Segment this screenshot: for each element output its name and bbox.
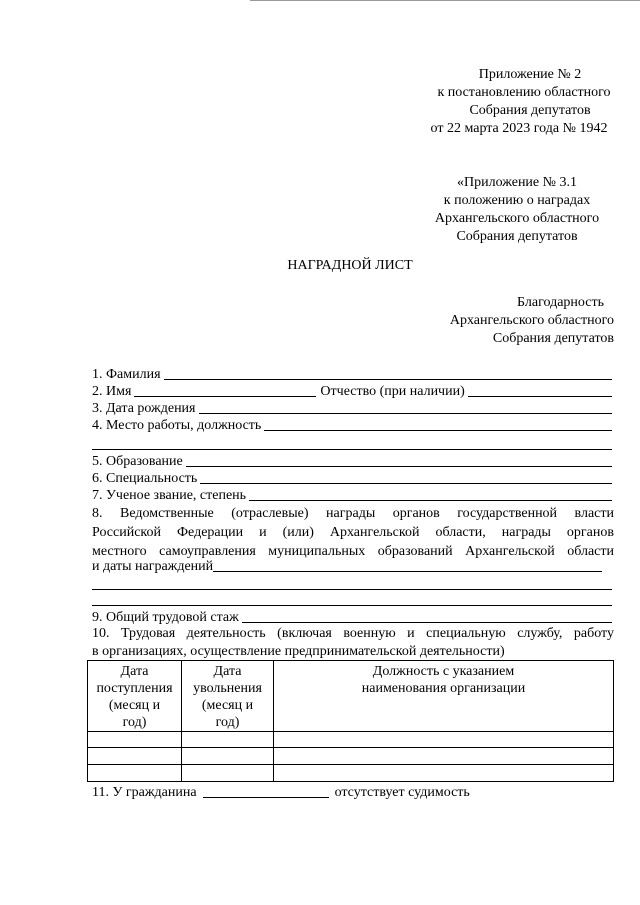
header-text: (месяц и [108, 698, 161, 713]
field-education [92, 453, 612, 470]
field-label: отсутствует судимость [334, 785, 470, 800]
field-awards-line: местного самоуправления муниципальных образований Архангельской области [92, 544, 614, 559]
field-awards-line: Российской Федерации и (или) Архангельской области, награды органов [92, 525, 614, 540]
table-cell[interactable] [88, 765, 182, 782]
header-text: год) [122, 715, 147, 730]
input-line [468, 395, 612, 397]
appendix-block [410, 66, 640, 138]
field-surname [92, 366, 612, 383]
field-label: 5. Образование [92, 454, 183, 469]
appendix-inner-block [412, 174, 622, 246]
field-label: 7. Ученое звание, степень [92, 488, 247, 503]
input-line [186, 465, 612, 467]
table-cell[interactable] [274, 732, 614, 748]
table-cell[interactable] [88, 748, 182, 765]
field-label: 3. Дата рождения [92, 401, 196, 416]
table-cell[interactable] [182, 765, 274, 782]
appendix-line: Приложение № 2 [478, 67, 582, 82]
header-text: (месяц и [201, 698, 254, 713]
input-line [213, 570, 602, 572]
field-label: 2. Имя [92, 384, 132, 399]
field-specialty [92, 470, 612, 487]
input-line [134, 395, 316, 397]
field-birthdate [92, 400, 612, 417]
blank-line [92, 449, 612, 450]
input-line [203, 796, 329, 798]
table-cell[interactable] [274, 765, 614, 782]
scan-edge [250, 0, 640, 1]
table-header-cell [88, 661, 182, 732]
appendix-inner-line: к положению о наградах [443, 193, 591, 208]
table-cell[interactable] [182, 732, 274, 748]
input-line [242, 621, 612, 623]
input-line [249, 499, 612, 501]
table-row [88, 732, 614, 748]
table-cell[interactable] [182, 748, 274, 765]
appendix-line: Собрания депутатов [469, 103, 591, 118]
table-cell[interactable] [88, 732, 182, 748]
field-awards-dates [92, 558, 602, 575]
field-awards [92, 504, 614, 561]
field-label: 6. Специальность [92, 471, 198, 486]
header-text: Должность с указанием [372, 664, 515, 679]
page-title: НАГРАДНОЙ ЛИСТ [287, 258, 413, 273]
award-line: Собрания депутатов [492, 331, 614, 346]
input-line [264, 429, 612, 431]
field-label: Отчество (при наличии) [320, 384, 465, 399]
award-block [354, 294, 614, 348]
blank-line [92, 589, 612, 590]
employment-table [87, 660, 614, 782]
header-text: Дата [213, 664, 242, 679]
field-label: 1. Фамилия [92, 367, 161, 382]
field-experience [92, 609, 612, 626]
appendix-inner-line: Собрания депутатов [456, 229, 578, 244]
field-label: 4. Место работы, должность [92, 418, 262, 433]
field-employment-line: 10. Трудовая деятельность (включая военную и специальную службу, работу [92, 626, 614, 641]
table-row [88, 765, 614, 782]
header-text: наименования организации [361, 681, 526, 696]
table-header-row [88, 661, 614, 732]
input-line [199, 412, 613, 414]
field-label: и даты награждений [92, 559, 214, 574]
table-row [88, 748, 614, 765]
blank-line [92, 605, 612, 606]
field-degree [92, 487, 612, 504]
appendix-inner-line: Архангельского областного [434, 211, 600, 226]
header-text: поступления [96, 681, 173, 696]
input-line [164, 378, 612, 380]
table-header-cell [182, 661, 274, 732]
appendix-line: от 22 марта 2023 года № 1942 [430, 121, 608, 136]
header-text: год) [215, 715, 240, 730]
field-workplace [92, 417, 612, 434]
field-awards-line: 8. Ведомственные (отраслевые) награды органов государственной власти [92, 506, 614, 521]
field-label: 11. У гражданина [92, 785, 197, 800]
field-label: 9. Общий трудовой стаж [92, 610, 239, 625]
header-text: увольнения [193, 681, 262, 696]
field-employment-line: в организациях, осуществление предпринимательской деятельности) [92, 644, 505, 659]
appendix-inner-line: «Приложение № 3.1 [457, 175, 577, 190]
appendix-line: к постановлению областного [437, 85, 611, 100]
award-line: Архангельского областного [449, 313, 614, 328]
header-text: Дата [120, 664, 149, 679]
field-name [92, 383, 612, 400]
field-criminal-record [92, 784, 572, 801]
award-line: Благодарность [517, 295, 604, 310]
table-header-cell [274, 661, 614, 732]
field-employment [92, 625, 614, 661]
table-cell[interactable] [274, 748, 614, 765]
input-line [200, 482, 612, 484]
